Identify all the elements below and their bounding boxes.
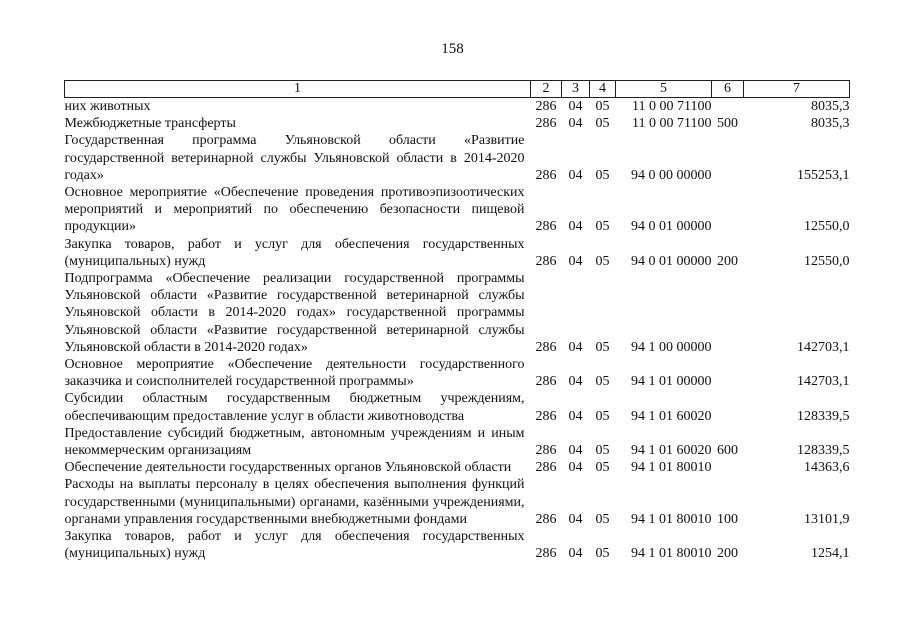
row-code-expense-type: 100	[717, 511, 738, 527]
row-amount: 1254,1	[811, 546, 850, 562]
row-code-ministry: 286	[535, 511, 557, 527]
row-code-section: 04	[568, 99, 583, 114]
row-code-target: 94 0 01 00000	[631, 219, 712, 235]
table-row	[65, 390, 850, 424]
row-code-ministry: 286	[535, 408, 557, 424]
row-code-ministry: 286	[535, 546, 557, 562]
table-row	[65, 476, 850, 528]
row-amount: 8035,3	[811, 99, 850, 114]
row-code-section: 04	[568, 339, 583, 355]
table-header-row	[65, 81, 850, 98]
row-code-ministry: 286	[535, 339, 557, 355]
row-description: Обеспечение деятельности государственных органов Ульяновской области	[64, 460, 512, 476]
row-code-section: 04	[568, 374, 583, 390]
row-description: Подпрограмма «Обеспечение реализации государственной программы Ульяновской области «Развитие государственной ветеринарной службы Ульяновской области в 2014-2020 годах» государственной программы Ульяновской области «Развитие государственной ветеринарной службы Ульяновской области в 2014-2020 годах»	[64, 271, 525, 355]
column-header: 4	[590, 81, 616, 98]
row-code-ministry: 286	[535, 374, 557, 390]
row-amount: 128339,5	[797, 408, 850, 424]
row-code-expense-type	[712, 132, 744, 184]
row-code-ministry: 286	[535, 99, 557, 114]
row-code-ministry: 286	[535, 443, 557, 459]
row-code-subsection: 05	[595, 339, 610, 355]
row-description: Основное мероприятие «Обеспечение проведения противоэпизоотических мероприятий и мероприятий по обеспечению безопасности пищевой продукции»	[64, 185, 525, 235]
row-description: Основное мероприятие «Обеспечение деятельности государственного заказчика и соисполнителей государственной программы»	[64, 357, 525, 390]
row-code-subsection: 05	[595, 511, 610, 527]
row-code-target: 94 1 01 80010	[631, 460, 712, 476]
column-header: 6	[712, 81, 744, 98]
table-row	[65, 132, 850, 184]
column-header: 1	[65, 81, 531, 98]
row-amount: 142703,1	[797, 374, 850, 390]
row-code-section: 04	[568, 546, 583, 562]
row-code-section: 04	[568, 511, 583, 527]
row-code-ministry: 286	[535, 219, 557, 235]
row-code-target: 94 1 01 80010	[631, 546, 712, 562]
budget-table	[64, 80, 850, 562]
row-code-target: 94 0 00 00000	[631, 167, 712, 183]
row-code-ministry: 286	[535, 460, 557, 476]
row-code-expense-type	[712, 184, 744, 236]
row-amount: 142703,1	[797, 339, 850, 355]
row-code-section: 04	[568, 116, 583, 132]
row-code-subsection: 05	[595, 253, 610, 269]
row-code-target: 94 1 00 00000	[631, 339, 712, 355]
row-code-target: 94 1 01 00000	[631, 374, 712, 390]
table-row	[65, 115, 850, 132]
row-code-target: 94 1 01 60020	[631, 443, 712, 459]
row-description: Закупка товаров, работ и услуг для обеспечения государственных (муниципальных) нужд	[64, 529, 525, 562]
table-row	[65, 459, 850, 476]
row-code-subsection: 05	[595, 116, 610, 132]
table-row	[65, 528, 850, 562]
row-code-section: 04	[568, 253, 583, 269]
row-code-subsection: 05	[595, 167, 610, 183]
row-code-target: 94 1 01 80010	[631, 511, 712, 527]
table-row	[65, 270, 850, 356]
row-description: Предоставление субсидий бюджетным, автономным учреждениям и иным некоммерческим организациям	[64, 425, 525, 459]
row-code-section: 04	[568, 167, 583, 183]
row-code-subsection: 05	[595, 460, 610, 476]
row-code-section: 04	[568, 460, 583, 476]
row-code-target: 94 0 01 00000	[631, 253, 712, 269]
table-row	[65, 425, 850, 459]
row-amount: 128339,5	[797, 443, 850, 459]
table-row	[65, 98, 850, 116]
row-amount: 12550,0	[804, 253, 850, 269]
table-body	[65, 98, 850, 563]
column-header: 2	[531, 81, 562, 98]
table-row	[65, 236, 850, 270]
row-code-expense-type	[712, 98, 744, 116]
row-amount: 13101,9	[804, 511, 850, 527]
row-code-expense-type	[712, 356, 744, 390]
row-code-expense-type	[712, 459, 744, 476]
row-code-subsection: 05	[595, 374, 610, 390]
table-row	[65, 356, 850, 390]
row-code-expense-type: 200	[717, 546, 738, 562]
column-header: 3	[562, 81, 590, 98]
row-code-expense-type	[712, 390, 744, 424]
row-code-ministry: 286	[535, 116, 557, 132]
row-description: Расходы на выплаты персоналу в целях обеспечения выполнения функций государственными (муниципальными) органами, казёнными учреждениями, органами управления государственными внебюджетными фондами	[64, 477, 525, 527]
row-code-expense-type	[712, 270, 744, 356]
row-code-section: 04	[568, 443, 583, 459]
row-code-subsection: 05	[595, 99, 610, 114]
row-amount: 8035,3	[811, 116, 850, 132]
row-code-subsection: 05	[595, 443, 610, 459]
page-number: 158	[441, 41, 464, 57]
row-code-target: 94 1 01 60020	[631, 408, 712, 424]
row-code-target: 11 0 00 71100	[632, 116, 712, 132]
row-code-subsection: 05	[595, 546, 610, 562]
row-description: Государственная программа Ульяновской области «Развитие государственной ветеринарной службы Ульяновской области в 2014-2020 годах»	[64, 133, 525, 183]
table-row	[65, 184, 850, 236]
column-header: 7	[744, 81, 850, 98]
row-code-section: 04	[568, 219, 583, 235]
row-amount: 14363,6	[804, 460, 850, 476]
row-description: Закупка товаров, работ и услуг для обеспечения государственных (муниципальных) нужд	[64, 236, 525, 269]
row-code-section: 04	[568, 408, 583, 424]
row-code-target: 11 0 00 71100	[632, 99, 712, 114]
row-code-ministry: 286	[535, 253, 557, 269]
row-code-subsection: 05	[595, 219, 610, 235]
row-code-expense-type: 500	[717, 116, 738, 132]
column-header: 5	[616, 81, 712, 98]
row-code-expense-type: 200	[717, 253, 738, 269]
row-amount: 155253,1	[797, 167, 850, 183]
row-description: Субсидии областным государственным бюджетным учреждениям, обеспечивающим предоставление услуг в области животноводства	[64, 391, 525, 424]
row-code-subsection: 05	[595, 408, 610, 424]
row-code-expense-type: 600	[717, 443, 738, 459]
row-amount: 12550,0	[804, 219, 850, 235]
row-description: них животных	[64, 99, 151, 114]
row-code-ministry: 286	[535, 167, 557, 183]
row-description: Межбюджетные трансферты	[64, 116, 236, 132]
